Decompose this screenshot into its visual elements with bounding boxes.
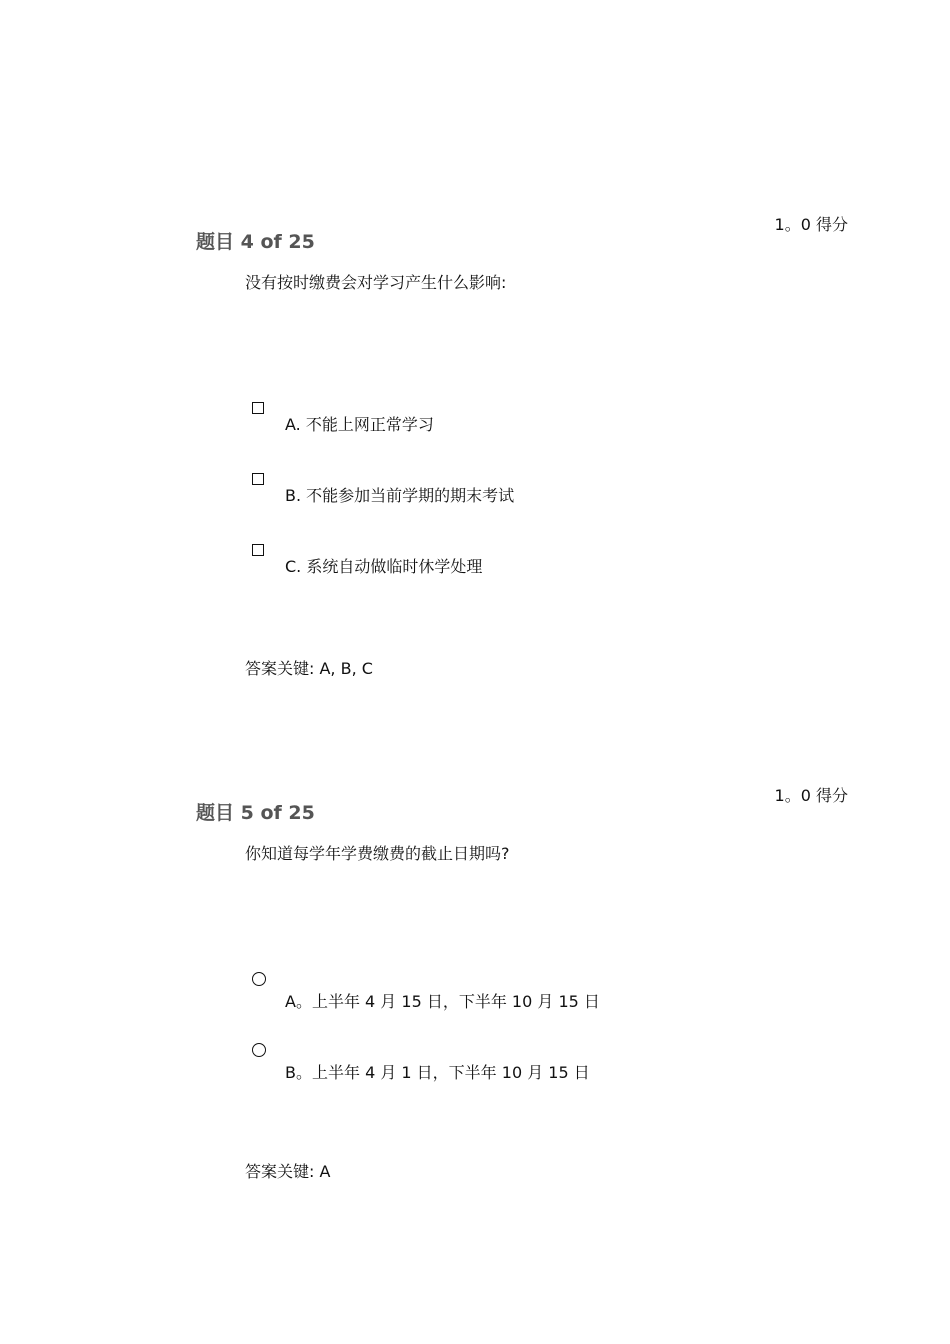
answer-key: 答案关键: A xyxy=(245,1162,331,1181)
option-b-label: B. 不能参加当前学期的期末考试 xyxy=(285,486,515,505)
option-b-checkbox[interactable] xyxy=(252,473,264,485)
option-a-label: A. 不能上网正常学习 xyxy=(285,415,434,434)
option-a-label: A。上半年 4 月 15 日，下半年 10 月 15 日 xyxy=(285,992,600,1011)
option-a[interactable] xyxy=(252,972,752,1022)
option-a-radio[interactable] xyxy=(252,972,266,986)
option-c-checkbox[interactable] xyxy=(252,544,264,556)
question-text: 你知道每学年学费缴费的截止日期吗? xyxy=(245,844,510,863)
question-title: 题目 4 of 25 xyxy=(196,231,315,253)
option-c[interactable] xyxy=(252,544,752,594)
option-a[interactable] xyxy=(252,402,752,452)
question-text: 没有按时缴费会对学习产生什么影响: xyxy=(245,273,507,292)
question-score: 1。0 得分 xyxy=(774,786,848,805)
option-b[interactable] xyxy=(252,1043,752,1093)
answer-key: 答案关键: A, B, C xyxy=(245,659,373,678)
option-a-checkbox[interactable] xyxy=(252,402,264,414)
question-score: 1。0 得分 xyxy=(774,215,848,234)
option-b-radio[interactable] xyxy=(252,1043,266,1057)
option-b-label: B。上半年 4 月 1 日，下半年 10 月 15 日 xyxy=(285,1063,590,1082)
option-b[interactable] xyxy=(252,473,752,523)
option-c-label: C. 系统自动做临时休学处理 xyxy=(285,557,483,576)
question-title: 题目 5 of 25 xyxy=(196,802,315,824)
